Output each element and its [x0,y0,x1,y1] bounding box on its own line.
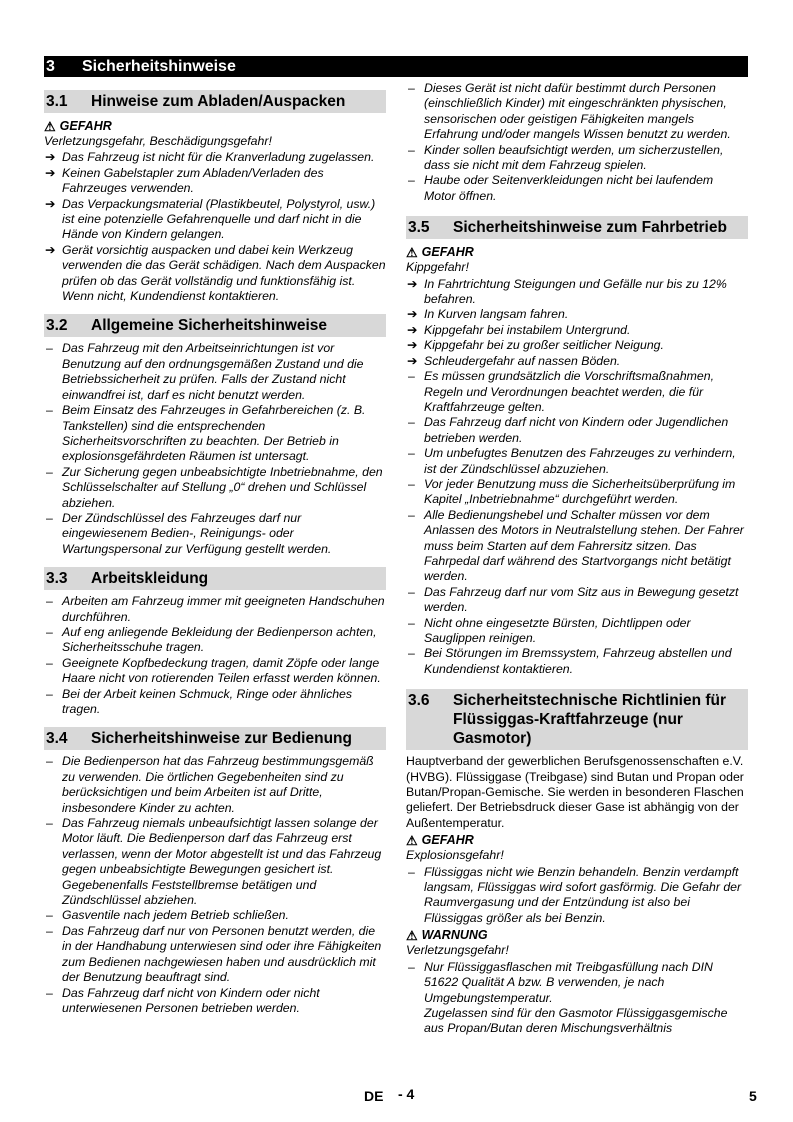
list-item [406,277,748,308]
list-item [406,81,748,143]
list-item-text: Gerät vorsichtig auspacken und dabei kein Werkzeug verwenden die das Gerät schädigen. Nach dem Auspacken prüfen ob das Gerät vollständig und funktionsfähig ist. Wenn nicht, Kundendienst kontaktieren. [62,242,386,304]
list-item-text: Das Fahrzeug darf nicht von Kindern oder Jugendlichen betrieben werden. [424,415,729,445]
list-item-text: Das Fahrzeug mit den Arbeitseinrichtungen ist vor Benutzung auf den ordnungsgemäßen Zustand und die Betriebssicherheit zu prüfen. Falls der Zustand nicht einwandfrei ist, darf es nicht benutzt werden. [62,341,364,402]
list-item-text: Arbeiten am Fahrzeug immer mit geeigneten Handschuhen durchführen. [62,594,385,624]
list-item [406,143,748,174]
list-item [44,816,386,908]
dash-icon: – [46,908,53,923]
section-heading-3-3 [44,567,386,590]
list-item [44,908,386,923]
footer-page-number: 5 [749,1088,757,1104]
danger-label [406,245,748,260]
footer-page-reference: - 4 [398,1086,415,1102]
list-item [406,354,748,369]
list-item [406,585,748,616]
arrow-icon: ➔ [407,338,418,353]
instruction-list [44,150,386,304]
section-heading-3-5 [406,216,748,239]
section-intro: Hauptverband der gewerblichen Berufsgenossenschaften e.V. (HVBG). Flüssiggase (Treibgase) sind Butan und Propan oder Butan/Propan-Gemische. Sie werden in besonderen Flaschen geliefert. Der Betriebsdruck dieser Gase ist abhängig von der Außentemperatur. [406,754,744,830]
chapter-title: Sicherheitshinweise [82,58,236,75]
list-item [44,166,386,197]
dash-icon: – [46,341,53,356]
list-item [406,369,748,415]
continued-paragraph: Zugelassen sind für den Gasmotor Flüssiggasgemische aus Propan/Butan deren Mischungsverhältnis [424,1005,728,1036]
list-item-text: Kippgefahr bei instabilem Untergrund. [424,322,631,337]
list-item-text: Das Fahrzeug darf nur von Personen benutzt werden, die in der Handhabung unterwiesen sind oder ihre Fähigkeiten zum Bedienen nachgewiesen haben und ausdrücklich mit der Benutzung beauftragt sind. [62,923,382,985]
warning-triangle-icon: ⚠ [406,245,418,261]
section-heading-3-6 [406,689,748,750]
dash-icon: – [46,403,53,418]
right-column [406,80,748,1037]
danger-subtitle: Kippgefahr! [406,260,469,275]
list-item [44,243,386,305]
list-item-text: Der Zündschlüssel des Fahrzeuges darf nur eingewiesenem Bedien-, Reinigungs- oder Wartungspersonal zur Verfügung gestellt werden. [62,510,332,556]
list-item [406,307,748,322]
chapter-number: 3 [46,58,55,75]
dash-icon: – [408,142,415,157]
list-item-text: Um unbefugtes Benutzen des Fahrzeuges zu verhindern, ist der Zündschlüssel abzuziehen. [424,446,736,476]
list-item [44,150,386,165]
warning-label [406,928,748,943]
list-item [406,865,748,927]
section-heading-3-2 [44,314,386,337]
dash-icon: – [46,754,53,769]
instruction-list [406,81,748,204]
list-item-text: Auf eng anliegende Bekleidung der Bedienperson achten, Sicherheitsschuhe tragen. [62,624,377,655]
danger-text: GEFAHR [421,245,474,260]
list-item [406,477,748,508]
instruction-list [406,277,748,678]
list-item [406,960,748,1006]
danger-text: GEFAHR [421,833,474,848]
list-item [44,754,386,816]
section-number: 3.3 [46,570,68,588]
section-number: 3.5 [408,219,430,237]
dash-icon: – [46,655,53,670]
arrow-icon: ➔ [45,165,56,180]
list-item [406,338,748,353]
dash-icon: – [46,594,53,609]
section-number: 3.1 [46,93,68,110]
warning-triangle-icon: ⚠ [44,119,56,134]
list-item-text: Flüssiggas nicht wie Benzin behandeln. Benzin verdampft langsam, Flüssiggas wird sofort gasförmig. Die Gefahr der Raumvergasung und der Entzündung ist also bei Flüssiggas größer als bei Benzin. [424,864,742,925]
list-item [44,687,386,718]
list-item-text: Vor jeder Benutzung muss die Sicherheitsüberprüfung im Kapitel „Inbetriebnahme“ durchgeführt werden. [424,476,736,507]
danger-subtitle: Explosionsgefahr! [406,848,504,863]
list-item [44,341,386,403]
instruction-list [44,754,386,1016]
dash-icon: – [408,446,415,461]
list-item-text: Das Fahrzeug ist nicht für die Kranverladung zugelassen. [62,150,375,165]
list-item [44,403,386,465]
dash-icon: – [408,81,415,95]
list-item [44,465,386,511]
list-item [406,173,748,204]
list-item [44,197,386,243]
section-heading-3-1 [44,90,386,113]
dash-icon: – [46,624,53,639]
danger-label [406,833,748,848]
left-column [44,84,386,1016]
list-item-text: Nur Flüssiggasflaschen mit Treibgasfüllung nach DIN 51622 Qualität A bzw. B verwenden, je nach Umgebungstemperatur. [424,959,713,1005]
arrow-icon: ➔ [45,196,56,211]
section-title: Sicherheitshinweise zur Bedienung [91,730,352,748]
list-item-text: Gasventile nach jedem Betrieb schließen. [62,908,289,923]
dash-icon: – [408,959,415,974]
list-item-text: Alle Bedienungshebel und Schalter müssen vor dem Anlassen des Motors in Neutralstellung stehen. Der Fahrer muss beim Starten auf dem Fahrersitz sitzen. Das Fahrpedal darf während des Startvorgangs nicht betätigt werden. [424,507,744,584]
warning-subtitle: Verletzungsgefahr! [406,943,509,958]
arrow-icon: ➔ [407,322,418,337]
list-item-text: Das Verpackungsmaterial (Plastikbeutel, Polystyrol, usw.) ist eine potenzielle Gefahrenquelle und darf nicht in die Hände von Kindern gelangen. [62,196,376,242]
list-item-text: Das Fahrzeug darf nur vom Sitz aus in Bewegung gesetzt werden. [424,584,739,615]
list-item [406,646,748,677]
dash-icon: – [408,415,415,430]
list-item [406,415,748,446]
section-heading-3-4 [44,727,386,750]
list-item-text: Kinder sollen beaufsichtigt werden, um sicherzustellen, dass sie nicht mit dem Fahrzeug spielen. [424,142,724,173]
list-item-text: Zur Sicherung gegen unbeabsichtigte Inbetriebnahme, den Schlüsselschalter auf Stellung „0“ drehen und Schlüssel abziehen. [62,464,383,510]
dash-icon: – [46,816,53,831]
list-item [44,594,386,625]
list-item-text: Beim Einsatz des Fahrzeuges in Gefahrbereichen (z. B. Tankstellen) sind die entsprechenden Sicherheitsvorschriften zu beachten. Der Betrieb in explosionsgefährdeten Räumen ist untersagt. [62,403,366,464]
dash-icon: – [408,369,415,384]
section-number: 3.4 [46,730,68,748]
list-item-text: In Kurven langsam fahren. [424,307,569,322]
dash-icon: – [408,646,415,661]
danger-subtitle: Verletzungsgefahr, Beschädigungsgefahr! [44,134,272,148]
list-item-text: Schleudergefahr auf nassen Böden. [424,353,621,368]
list-item-text: Die Bedienperson hat das Fahrzeug bestimmungsgemäß zu verwenden. Die örtlichen Gegebenheiten sind zu berücksichtigen und beim Arbeiten ist auf Dritte, insbesondere Kinder zu achten. [62,754,374,815]
instruction-list [406,865,748,927]
section-title: Sicherheitstechnische Richtlinien für Flüssiggas-Kraftfahrzeuge (nur Gasmotor) [453,692,727,748]
list-item-text: Keinen Gabelstapler zum Abladen/Verladen des Fahrzeuges verwenden. [62,165,324,196]
list-item-text: Nicht ohne eingesetzte Bürsten, Dichtlippen oder Sauglippen reinigen. [424,615,691,645]
dash-icon: – [408,507,415,522]
list-item [406,446,748,477]
list-item [44,924,386,986]
list-item [44,986,386,1017]
instruction-list [44,594,386,717]
dash-icon: – [46,923,53,938]
warning-text: WARNUNG [421,928,488,943]
danger-text: GEFAHR [59,119,112,133]
list-item [406,508,748,585]
list-item-text: In Fahrtrichtung Steigungen und Gefälle nur bis zu 12% befahren. [424,276,727,307]
list-item [406,616,748,647]
arrow-icon: ➔ [407,307,418,322]
list-item [44,656,386,687]
instruction-list [44,341,386,557]
dash-icon: – [46,686,53,701]
warning-triangle-icon: ⚠ [406,833,418,849]
list-item-text: Bei der Arbeit keinen Schmuck, Ringe oder ähnliches tragen. [62,686,353,716]
danger-label [44,119,386,134]
list-item-text: Haube oder Seitenverkleidungen nicht bei laufendem Motor öffnen. [424,173,714,203]
instruction-list [406,960,748,1006]
warning-triangle-icon: ⚠ [406,928,418,944]
section-title: Sicherheitshinweise zum Fahrbetrieb [453,219,727,237]
list-item-text: Das Fahrzeug darf nicht von Kindern oder nicht unterwiesenen Personen betrieben werden. [62,985,320,1015]
arrow-icon: ➔ [45,242,56,257]
list-item-text: Das Fahrzeug niemals unbeaufsichtigt lassen solange der Motor läuft. Die Bedienperson darf das Fahrzeug erst verlassen, wenn der Motor abgestellt ist und das Fahrzeug gegen unbeabsichtigte Bewegungen gesichert ist. Gegebenenfalls Feststellbremse betätigen und Zündschlüssel abziehen. [62,816,382,908]
dash-icon: – [46,464,53,479]
list-item-text: Dieses Gerät ist nicht dafür bestimmt durch Personen (einschließlich Kinder) mit eingeschränkten physischen, sensorischen oder geistigen Fähigkeiten mangels Erfahrung und/oder mangels Wissen benutzt zu werden. [424,81,731,142]
list-item-text: Es müssen grundsätzlich die Vorschriftsmaßnahmen, Regeln und Verordnungen beachtet werden, die für Kraftfahrzeuge gelten. [424,369,715,414]
arrow-icon: ➔ [407,276,418,291]
arrow-icon: ➔ [407,353,418,368]
list-item [44,625,386,656]
dash-icon: – [408,476,415,491]
chapter-header [44,56,748,77]
section-title: Arbeitskleidung [91,570,209,588]
list-item-text: Kippgefahr bei zu großer seitlicher Neigung. [424,338,664,353]
dash-icon: – [46,510,53,525]
dash-icon: – [46,985,53,1000]
footer-language: DE [364,1088,384,1104]
dash-icon: – [408,173,415,188]
dash-icon: – [408,615,415,630]
dash-icon: – [408,584,415,599]
list-item [406,323,748,338]
section-title: Hinweise zum Abladen/Auspacken [91,93,346,110]
arrow-icon: ➔ [45,150,56,165]
section-number: 3.2 [46,317,68,335]
list-item-text: Bei Störungen im Bremssystem, Fahrzeug abstellen und Kundendienst kontaktieren. [424,646,732,676]
list-item-text: Geeignete Kopfbedeckung tragen, damit Zöpfe oder lange Haare nicht von rotierenden Teilen erfasst werden können. [62,655,381,686]
dash-icon: – [408,864,415,879]
section-number: 3.6 [408,692,430,710]
list-item [44,511,386,557]
section-title: Allgemeine Sicherheitshinweise [91,317,328,335]
